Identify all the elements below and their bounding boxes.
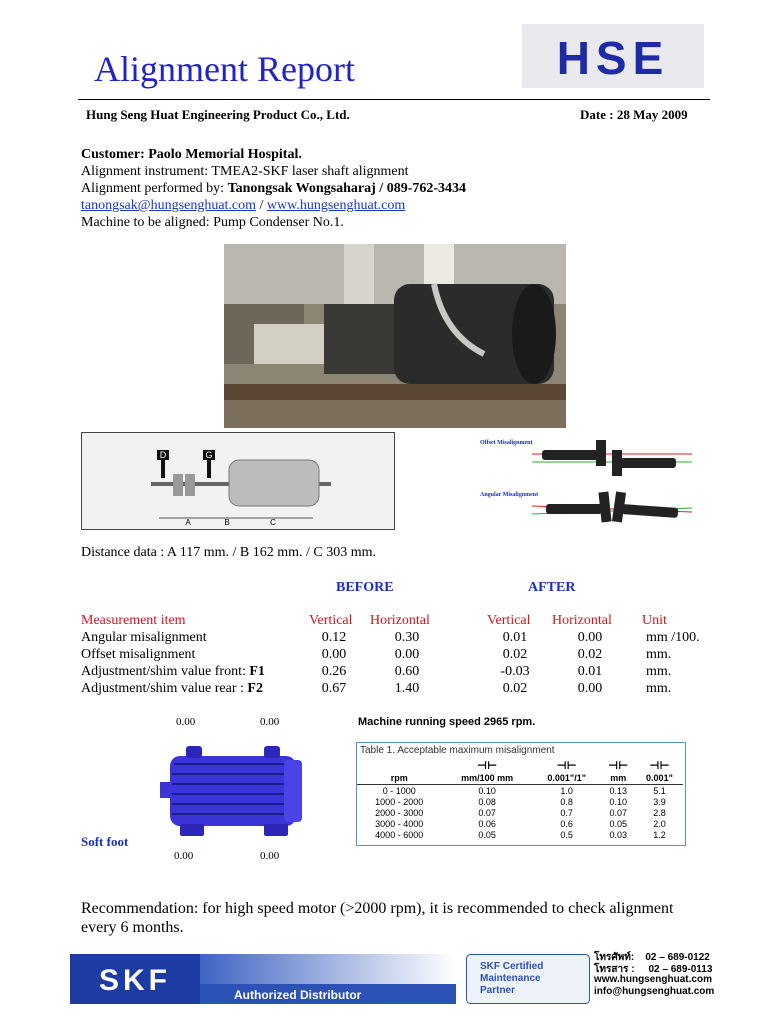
after-heading: AFTER: [528, 580, 576, 595]
acc-header-mm100: mm/100 mm: [441, 772, 532, 785]
offset-inch-icon: ⊣⊢: [649, 760, 670, 772]
value-cell: 0.00: [577, 630, 603, 645]
measurement-row-item: Adjustment/shim value rear : F2: [81, 681, 263, 696]
table-row: 0 - 1000 0.10 1.0 0.13 5.1: [382, 785, 666, 796]
customer-line: Customer: Paolo Memorial Hospital.: [81, 147, 302, 162]
performed-by-line: [81, 180, 466, 197]
rpm-icon-cell: [357, 759, 441, 772]
page-title: Alignment Report: [94, 49, 355, 89]
acc-header-inch: 0.001"/1": [533, 772, 601, 785]
value-cell: 0.00: [394, 647, 420, 662]
website-link[interactable]: www.hungsenghuat.com: [266, 198, 406, 213]
measurement-row-item: Angular misalignment: [81, 630, 207, 645]
svg-text:Angular Misalignment: Angular Misalignment: [480, 492, 539, 498]
svg-text:B: B: [224, 518, 230, 527]
col-vertical-before: Vertical: [309, 613, 353, 628]
machine-speed: Machine running speed 2965 rpm.: [358, 716, 536, 728]
soft-foot-top-right: 0.00: [260, 716, 280, 728]
hse-logo: [522, 24, 704, 88]
svg-text:G: G: [205, 450, 213, 460]
acc-header-rpm: rpm: [357, 772, 441, 785]
authorized-distributor-banner: [200, 954, 456, 1004]
shaft-alignment-diagram: [81, 432, 395, 530]
value-cell: 0.00: [321, 647, 347, 662]
value-cell: 0.00: [577, 681, 603, 696]
svg-text:SKF Certified: SKF Certified: [480, 961, 544, 972]
col-horizontal-after: Horizontal: [552, 613, 612, 628]
svg-text:HSE: HSE: [556, 32, 670, 84]
technician-name: Tanongsak Wongsaharaj / 089-762-3434: [227, 181, 467, 196]
svg-text:SKF: SKF: [99, 964, 171, 997]
misalignment-illustrations: [472, 432, 702, 532]
value-cell: 0.01: [502, 630, 528, 645]
instrument-line: Alignment instrument: TMEA2-SKF laser shaft alignment: [81, 164, 409, 179]
email-link[interactable]: tanongsak@hungsenghuat.com: [81, 198, 257, 213]
machine-line: Machine to be aligned: Pump Condenser No.1.: [81, 215, 344, 230]
table-caption: Table 1. Acceptable maximum misalignment: [360, 745, 555, 756]
value-cell: 0.60: [394, 664, 420, 679]
svg-text:Partner: Partner: [480, 985, 516, 996]
acc-header-thou: 0.001": [636, 772, 683, 785]
soft-foot-bottom-right: 0.00: [260, 850, 280, 862]
table-row: 4000 - 6000 0.05 0.5 0.03 1.2: [375, 829, 666, 840]
company-name: Hung Seng Huat Engineering Product Co., Ltd.: [86, 107, 350, 122]
value-cell: 0.67: [321, 681, 347, 696]
table-row: 3000 - 4000 0.06 0.6 0.05 2.0: [375, 818, 666, 829]
svg-text:A: A: [185, 518, 191, 527]
table-row: 2000 - 3000 0.07 0.7 0.07 2.8: [375, 807, 666, 818]
measurement-row-item: Adjustment/shim value front: F1: [81, 664, 265, 679]
col-vertical-after: Vertical: [487, 613, 531, 628]
value-cell: 1.40: [394, 681, 420, 696]
skf-logo: [70, 954, 200, 1004]
soft-foot-bottom-left: 0.00: [174, 850, 194, 862]
value-cell: 0.02: [502, 681, 528, 696]
table-row: 1000 - 2000 0.08 0.8 0.10 3.9: [375, 796, 666, 807]
soft-foot-top-left: 0.00: [176, 716, 196, 728]
distance-data: Distance data : A 117 mm. / B 162 mm. / C 303 mm.: [81, 545, 377, 560]
unit-cell: mm.: [646, 664, 672, 679]
contact-links: [81, 197, 405, 214]
phone-line: โทรศัพท์: 02 – 689-0122: [594, 952, 710, 963]
value-cell: 0.26: [321, 664, 347, 679]
value-cell: 0.30: [394, 630, 420, 645]
svg-text:D: D: [159, 450, 167, 460]
angular-inch-icon: ⊣⊢: [556, 760, 577, 772]
col-horizontal-before: Horizontal: [370, 613, 430, 628]
unit-cell: mm.: [646, 681, 672, 696]
before-heading: BEFORE: [336, 580, 394, 595]
footer-email[interactable]: info@hungsenghuat.com: [594, 986, 715, 997]
motor-illustration: [160, 742, 310, 842]
pump-photo: [224, 244, 566, 428]
phone-number: 02 – 689-0122: [645, 952, 710, 963]
footer-website[interactable]: www.hungsenghuat.com: [594, 974, 712, 985]
svg-text:C: C: [270, 518, 276, 527]
acceptable-misalignment-table: [356, 742, 686, 846]
skf-certified-badge: [466, 954, 590, 1004]
unit-cell: mm.: [646, 647, 672, 662]
value-cell: 0.02: [577, 647, 603, 662]
unit-cell: mm /100.: [646, 630, 700, 645]
svg-text:Authorized Distributor: Authorized Distributor: [234, 988, 362, 1002]
offset-icon: ⊣⊢: [608, 760, 629, 772]
fax-line: โทรสาร : 02 – 689-0113: [594, 964, 713, 975]
value-cell: 0.01: [577, 664, 603, 679]
angular-icon: ⊣⊢: [477, 760, 498, 772]
value-cell: -0.03: [500, 664, 530, 679]
col-unit: Unit: [642, 613, 667, 628]
measurement-row-item: Offset misalignment: [81, 647, 196, 662]
svg-text:Maintenance: Maintenance: [480, 973, 541, 984]
value-cell: 0.02: [502, 647, 528, 662]
col-measurement-item: Measurement item: [81, 613, 186, 628]
value-cell: 0.12: [321, 630, 347, 645]
soft-foot-label: Soft foot: [81, 834, 129, 849]
svg-text:Offset Misalignment: Offset Misalignment: [480, 440, 533, 446]
acc-header-mm: mm: [601, 772, 636, 785]
header-divider: [78, 99, 710, 100]
link-separator: /: [256, 198, 267, 213]
fax-number: 02 – 689-0113: [648, 964, 713, 975]
report-date: Date : 28 May 2009: [580, 107, 688, 122]
recommendation-text: Recommendation: for high speed motor (>2000 rpm), it is recommended to check alignment every 6 months.: [81, 900, 674, 936]
performed-label: Alignment performed by:: [81, 181, 228, 196]
